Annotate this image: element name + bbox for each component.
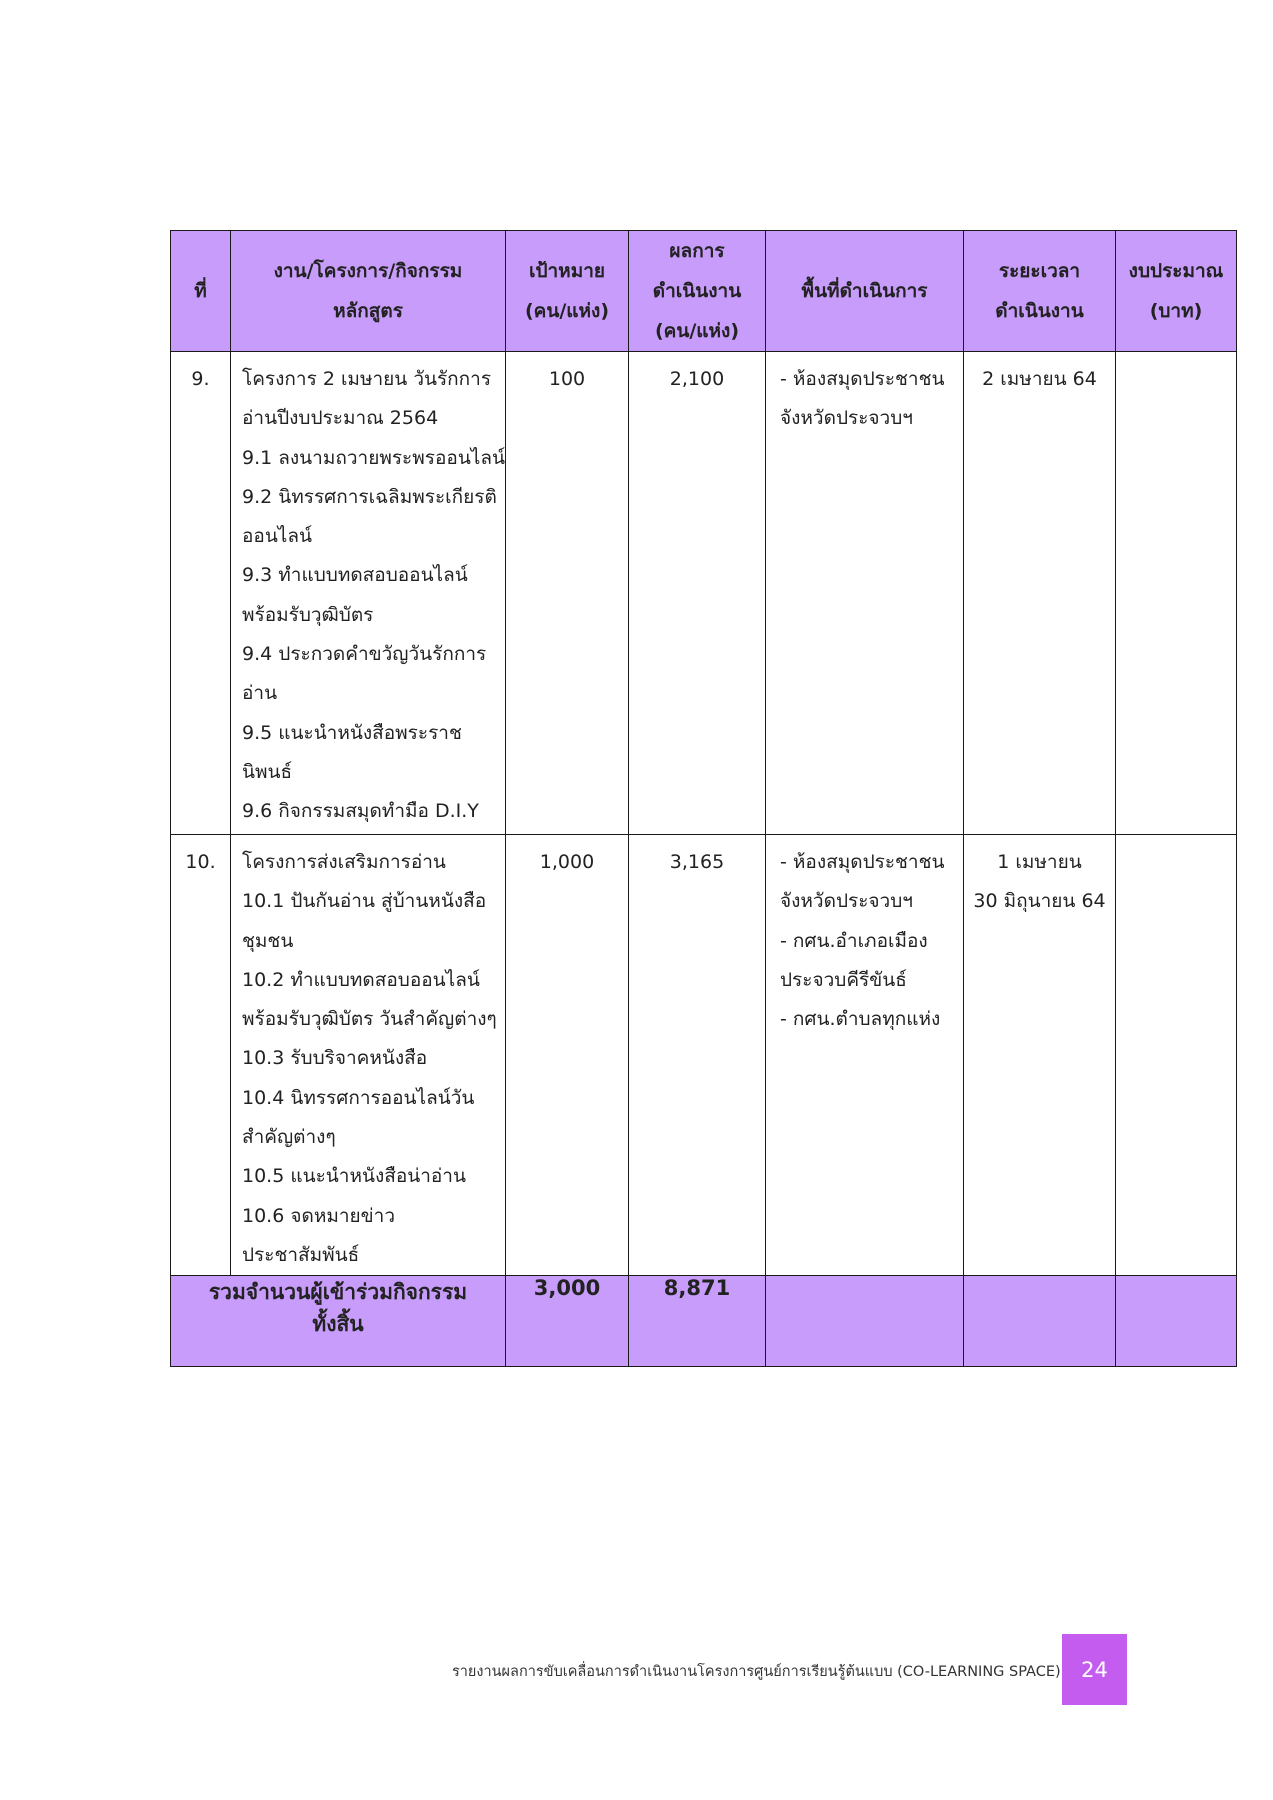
header-line: ที่ (194, 280, 207, 302)
activity-line: นิพนธ์ (242, 760, 293, 783)
header-line: งบประมาณ (1128, 260, 1224, 282)
activity-line: สำคัญต่างๆ (242, 1126, 336, 1149)
row-number: 9. (191, 368, 210, 390)
table-row (171, 835, 1237, 1276)
area-line: - กศน.ตำบลทุกแห่ง (780, 1008, 941, 1031)
page-number: 24 (1062, 1634, 1127, 1705)
activity-line: 9.2 นิทรรศการเฉลิมพระเกียรติ (242, 485, 497, 508)
period-line: 1 เมษายน (997, 851, 1082, 873)
area-line: - กศน.อำเภอเมือง (780, 929, 928, 952)
header-line: ดำเนินงาน (995, 300, 1084, 322)
activity-line: อ่าน (242, 682, 278, 705)
header-line: เป้าหมาย (528, 260, 606, 282)
activity-line: ชุมชน (242, 929, 294, 952)
period-cell (964, 835, 1116, 1276)
budget-cell (1116, 835, 1237, 1276)
budget-cell (1116, 352, 1237, 835)
header-line: (คน/แห่ง) (654, 320, 740, 342)
area-line: ประจวบคีรีขันธ์ (780, 968, 907, 991)
header-line: งาน/โครงการ/กิจกรรม (273, 260, 463, 282)
period-line: 30 มิถุนายน 64 (973, 890, 1106, 913)
area-cell (766, 352, 964, 835)
area-line: - ห้องสมุดประชาชน (780, 368, 945, 390)
result-cell (629, 352, 766, 835)
activity-cell (231, 835, 506, 1276)
total-label-line: ทั้งสิ้น (312, 1312, 364, 1337)
header-target (506, 231, 629, 352)
activity-line: ประชาสัมพันธ์ (242, 1243, 360, 1266)
target-cell (506, 352, 629, 835)
header-line: ผลการ (669, 240, 725, 262)
header-area (766, 231, 964, 352)
period-cell (964, 352, 1116, 835)
activity-line: 10.4 นิทรรศการออนไลน์วัน (242, 1086, 475, 1109)
total-row (171, 1276, 1237, 1367)
header-line: (คน/แห่ง) (524, 300, 610, 322)
row-number-cell (171, 835, 231, 1276)
table-header-row (171, 231, 1237, 352)
result-value: 2,100 (669, 368, 725, 390)
target-value: 100 (548, 368, 586, 390)
activity-line: 9.1 ลงนามถวายพระพรออนไลน์ (242, 446, 505, 469)
header-activity (231, 231, 506, 352)
header-line: ระยะเวลา (998, 260, 1081, 282)
header-period (964, 231, 1116, 352)
total-target: 3,000 (506, 1276, 629, 1367)
period-line: 2 เมษายน 64 (982, 368, 1097, 390)
header-budget (1116, 231, 1237, 352)
activity-line: พร้อมรับวุฒิบัตร (242, 603, 374, 626)
activity-line: 9.4 ประกวดคำขวัญวันรักการ (242, 643, 487, 666)
area-line: - ห้องสมุดประชาชน (780, 851, 945, 873)
activity-line: พร้อมรับวุฒิบัตร วันสำคัญต่างๆ (242, 1008, 497, 1031)
row-number-cell (171, 352, 231, 835)
activity-cell (231, 352, 506, 835)
activity-line: 10.3 รับบริจาคหนังสือ (242, 1047, 428, 1070)
activity-line: อ่านปีงบประมาณ 2564 (242, 407, 439, 430)
target-value: 1,000 (539, 851, 595, 873)
table-row (171, 352, 1237, 835)
area-line: จังหวัดประจวบฯ (780, 890, 913, 913)
activity-line: ออนไลน์ (242, 525, 312, 548)
header-line: (บาท) (1149, 300, 1203, 322)
activity-line: 9.5 แนะนำหนังสือพระราช (242, 721, 462, 744)
target-cell (506, 835, 629, 1276)
total-area-empty (766, 1276, 964, 1367)
activity-line: 9.3 ทำแบบทดสอบออนไลน์ (242, 564, 468, 587)
activity-line: โครงการ 2 เมษายน วันรักการ (242, 368, 492, 390)
total-result: 8,871 (629, 1276, 766, 1367)
area-line: จังหวัดประจวบฯ (780, 407, 913, 430)
area-cell (766, 835, 964, 1276)
activity-line: 10.2 ทำแบบทดสอบออนไลน์ (242, 968, 480, 991)
header-line: พื้นที่ดำเนินการ (801, 280, 928, 302)
activity-line: 10.6 จดหมายข่าว (242, 1204, 395, 1227)
activity-line: โครงการส่งเสริมการอ่าน (242, 851, 446, 873)
row-number: 10. (185, 851, 216, 873)
activity-report-table (170, 230, 1237, 1367)
result-cell (629, 835, 766, 1276)
header-line: ดำเนินงาน (652, 280, 742, 302)
activity-line: 10.5 แนะนำหนังสือน่าอ่าน (242, 1165, 466, 1188)
result-value: 3,165 (669, 851, 725, 873)
total-label-line: รวมจำนวนผู้เข้าร่วมกิจกรรม (208, 1280, 468, 1305)
header-no (171, 231, 231, 352)
activity-line: 9.6 กิจกรรมสมุดทำมือ D.I.Y (242, 800, 479, 823)
header-line: หลักสูตร (333, 300, 403, 322)
total-label-cell (171, 1276, 506, 1367)
header-result (629, 231, 766, 352)
total-budget-empty (1116, 1276, 1237, 1367)
total-period-empty (964, 1276, 1116, 1367)
activity-line: 10.1 ปันกันอ่าน สู่บ้านหนังสือ (242, 890, 487, 913)
footer-text: รายงานผลการขับเคลื่อนการดำเนินงานโครงการศูนย์การเรียนรู้ต้นแบบ (CO-LEARNING SPACE) (452, 1664, 1061, 1680)
